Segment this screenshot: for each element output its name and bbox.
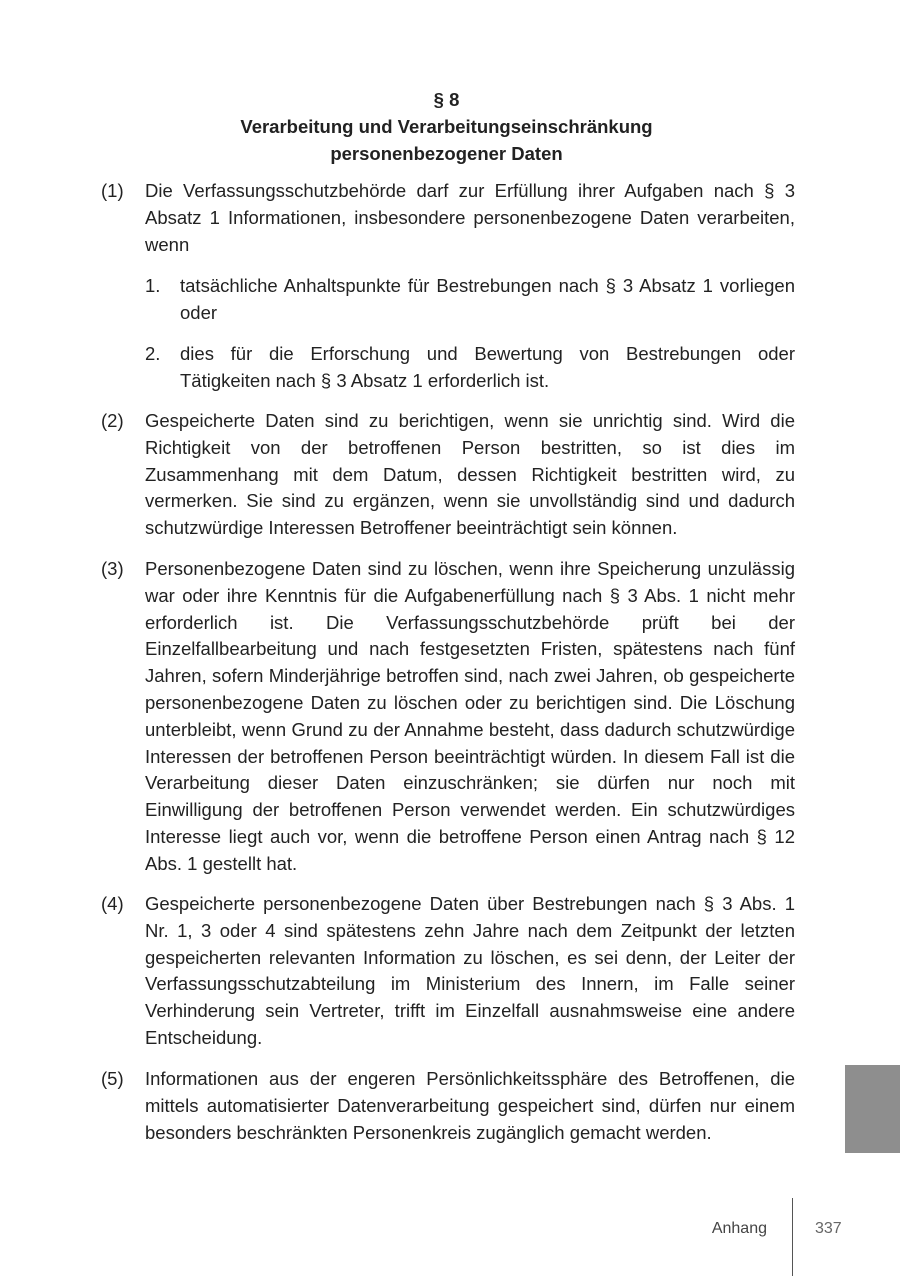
- list-item-number: 2.: [145, 343, 161, 364]
- list-item-text: dies für die Erforschung und Bewertung von Bestrebungen oder Tätigkeiten nach § 3 Absatz 1 erforderlich ist.: [180, 343, 795, 391]
- paragraph-number: (1): [101, 180, 124, 201]
- paragraph-number: (2): [101, 410, 124, 431]
- list-item-number: 1.: [145, 275, 161, 296]
- section-number: § 8: [433, 89, 460, 110]
- paragraph-text: Informationen aus der engeren Persönlichkeitssphäre des Betroffenen, die mittels automatisierter Datenverarbeitung gespeichert sind, dürfen nur einem besonders beschränkten Personenkreis zugänglich gemacht werden.: [145, 1068, 795, 1143]
- paragraph-number: (3): [101, 558, 124, 579]
- paragraph-text: Gespeicherte Daten sind zu berichtigen, wenn sie unrichtig sind. Wird die Richtigkeit von der betroffenen Person bestritten, so ist dies im Zusammenhang mit dem Datum, dessen Richtigkeit bestritten wird, zu vermerken. Sie sind zu ergänzen, wenn sie unvollständig sind und dadurch schutzwürdige Interessen Betroffener beeinträchtigt sein können.: [145, 410, 795, 539]
- paragraph-1: [101, 178, 795, 258]
- paragraph-number: (5): [101, 1068, 124, 1089]
- paragraph-text: Personenbezogene Daten sind zu löschen, wenn ihre Speicherung unzulässig war oder ihre Kenntnis für die Aufgabenerfüllung nach § 3 Abs. 1 nicht mehr erforderlich ist. Die Verfassungsschutzbehörde prüft bei der Einzelfallbearbeitung und nach festgesetzten Fristen, spätestens nach fünf Jahren, sofern Minderjährige betroffen sind, nach zwei Jahren, ob gespeicherte personenbezogene Daten zu löschen oder zu berichtigen sind. Die Löschung unterbleibt, wenn Grund zu der Annahme besteht, dass dadurch schutzwürdige Interessen der betroffenen Person beeinträchtigt würden. In diesem Fall ist die Verarbeitung dieser Daten einzuschränken; sie dürfen nur noch mit Einwilligung der betroffenen Person verwendet werden. Ein schutzwürdiges Interesse liegt auch vor, wenn die betroffene Person einen Antrag nach § 12 Abs. 1 gestellt hat.: [145, 558, 795, 874]
- footer-divider: [792, 1198, 793, 1276]
- list-item-1: [145, 273, 795, 327]
- list-item-2: [145, 341, 795, 395]
- paragraph-number: (4): [101, 893, 124, 914]
- chapter-thumb-tab: [845, 1065, 900, 1153]
- section-title-line-2: personenbezogener Daten: [330, 143, 563, 164]
- paragraph-text: Die Verfassungsschutzbehörde darf zur Erfüllung ihrer Aufgaben nach § 3 Absatz 1 Informationen, insbesondere personenbezogene Daten verarbeiten, wenn: [145, 180, 795, 255]
- paragraph-text: Gespeicherte personenbezogene Daten über Bestrebungen nach § 3 Abs. 1 Nr. 1, 3 oder 4 sind spätestens zehn Jahre nach dem Zeitpunkt der letzten gespeicherten relevanten Information zu löschen, es sei denn, der Leiter der Verfassungsschutzabteilung im Ministerium des Innern, im Falle seiner Verhinderung sein Vertreter, trifft im Einzelfall ausnahmsweise eine andere Entscheidung.: [145, 893, 795, 1048]
- list-item-text: tatsächliche Anhaltspunkte für Bestrebungen nach § 3 Absatz 1 vorliegen oder: [180, 275, 795, 323]
- paragraph-2: [101, 408, 795, 542]
- page-number: 337: [815, 1220, 842, 1237]
- section-heading: [0, 86, 893, 167]
- footer-section-label: Anhang: [711, 1220, 767, 1237]
- paragraph-4: [101, 891, 795, 1052]
- paragraph-3: [101, 556, 795, 878]
- paragraph-5: [101, 1066, 795, 1146]
- section-title-line-1: Verarbeitung und Verarbeitungseinschränkung: [240, 116, 653, 137]
